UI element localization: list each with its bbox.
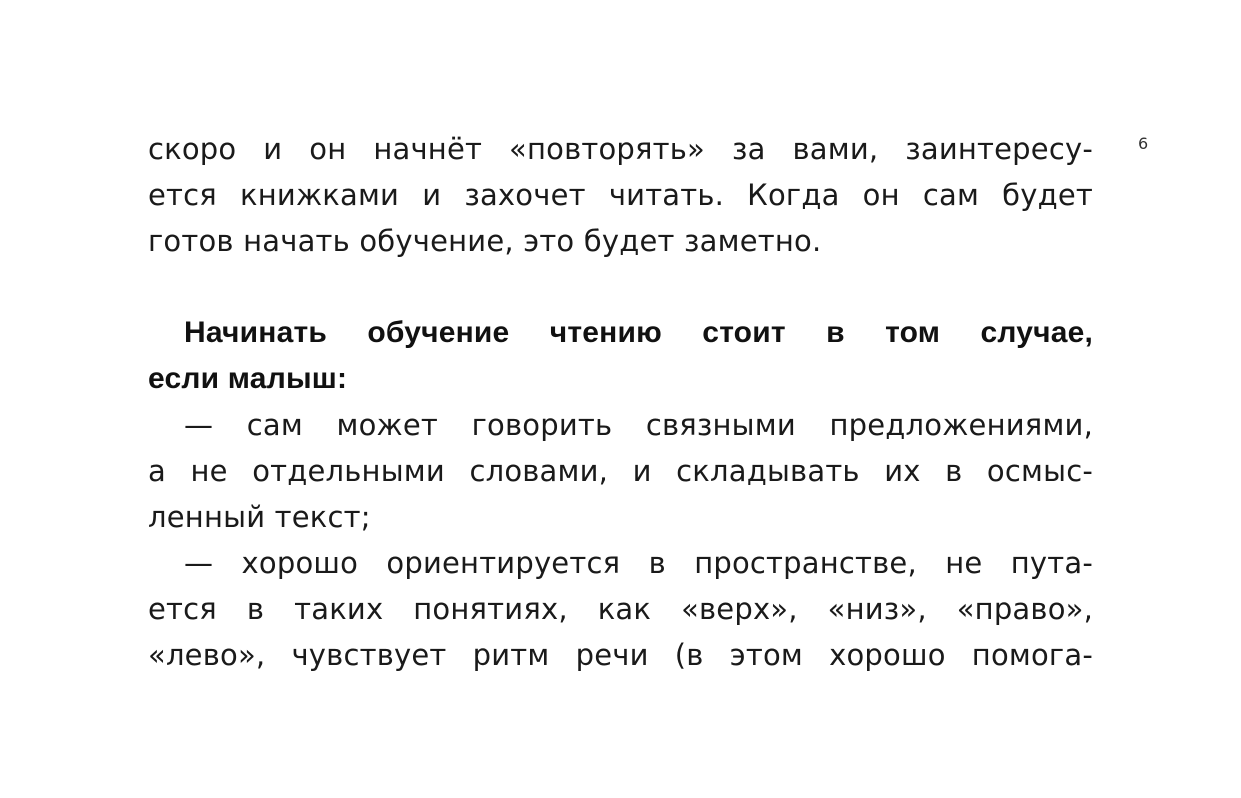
paragraph-readiness-criteria bbox=[148, 310, 1093, 678]
text-line: скоро и он начнёт «повторять» за вами, заинтересу- bbox=[148, 132, 1093, 166]
list-item-line: — сам может говорить связными предложениями, bbox=[184, 408, 1093, 442]
paragraph-intro bbox=[148, 126, 1093, 264]
list-item-line: ленный текст; bbox=[148, 500, 371, 534]
list-item-line: — хорошо ориентируется в пространстве, не пута- bbox=[184, 546, 1093, 580]
text-line: ется книжками и захочет читать. Когда он сам будет bbox=[148, 178, 1093, 212]
page-number: 6 bbox=[1138, 134, 1149, 153]
list-item-line: ется в таких понятиях, как «верх», «низ», «право», bbox=[148, 592, 1093, 626]
heading-line: если малыш: bbox=[148, 362, 348, 395]
list-item-line: «лево», чувствует ритм речи (в этом хорошо помога- bbox=[148, 638, 1093, 672]
heading-line: Начинать обучение чтению стоит в том случае, bbox=[184, 316, 1093, 349]
text-line: готов начать обучение, это будет заметно. bbox=[148, 224, 822, 258]
list-item-line: а не отдельными словами, и складывать их в осмыс- bbox=[148, 454, 1093, 488]
